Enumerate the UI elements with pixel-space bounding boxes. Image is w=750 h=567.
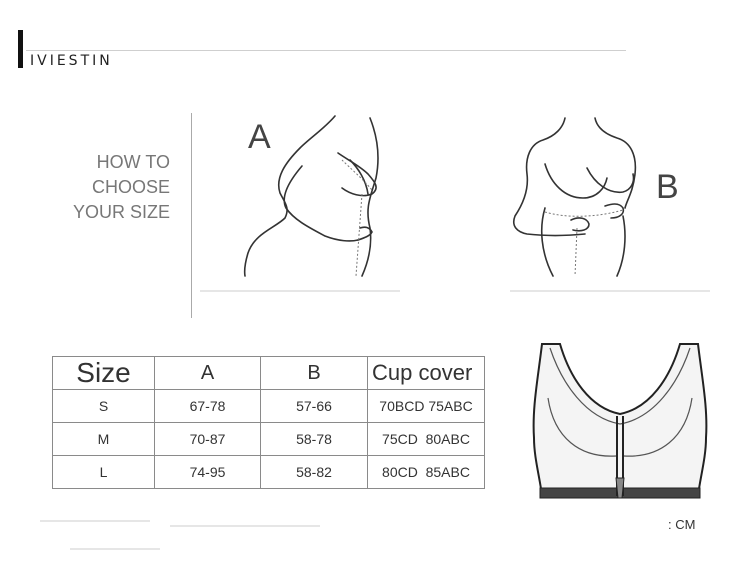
figure-baseline-right [510,290,710,292]
header-size: Size [53,357,155,390]
header-b: B [261,357,368,390]
brand-bar [18,30,23,68]
cell-b: 58-78 [261,423,368,456]
brand-name: IVIESTIN [30,53,113,69]
cell-cup: 80CD 85ABC [368,456,485,489]
cell-size: L [53,456,155,489]
size-table [52,356,485,489]
table-row [53,456,485,489]
cell-b: 58-82 [261,456,368,489]
how-to-line-1: HOW TO [96,152,170,172]
table-row [53,423,485,456]
product-bra-image [520,338,720,508]
how-to-line-3: YOUR SIZE [72,202,170,222]
watermark-line [170,525,320,527]
cell-b: 57-66 [261,390,368,423]
measure-figure-b [505,108,655,278]
how-to-heading [60,150,170,225]
figure-label-b: B [656,168,679,206]
vertical-divider [191,113,192,318]
table-header-row [53,357,485,390]
cell-a: 70-87 [155,423,261,456]
how-to-line-2: CHOOSE [91,177,170,197]
cell-a: 74-95 [155,456,261,489]
cell-size: M [53,423,155,456]
table-row [53,390,485,423]
cell-size: S [53,390,155,423]
figure-baseline-left [200,290,400,292]
cell-cup: 70BCD 75ABC [368,390,485,423]
cell-a: 67-78 [155,390,261,423]
header-a: A [155,357,261,390]
cell-cup: 75CD 80ABC [368,423,485,456]
watermark-line [70,548,160,550]
figure-label-a: A [248,118,271,156]
brand-rule [26,50,626,51]
watermark-line [40,520,150,522]
header-cup-cover: Cup cover [368,357,485,390]
unit-label: : CM [668,517,696,532]
